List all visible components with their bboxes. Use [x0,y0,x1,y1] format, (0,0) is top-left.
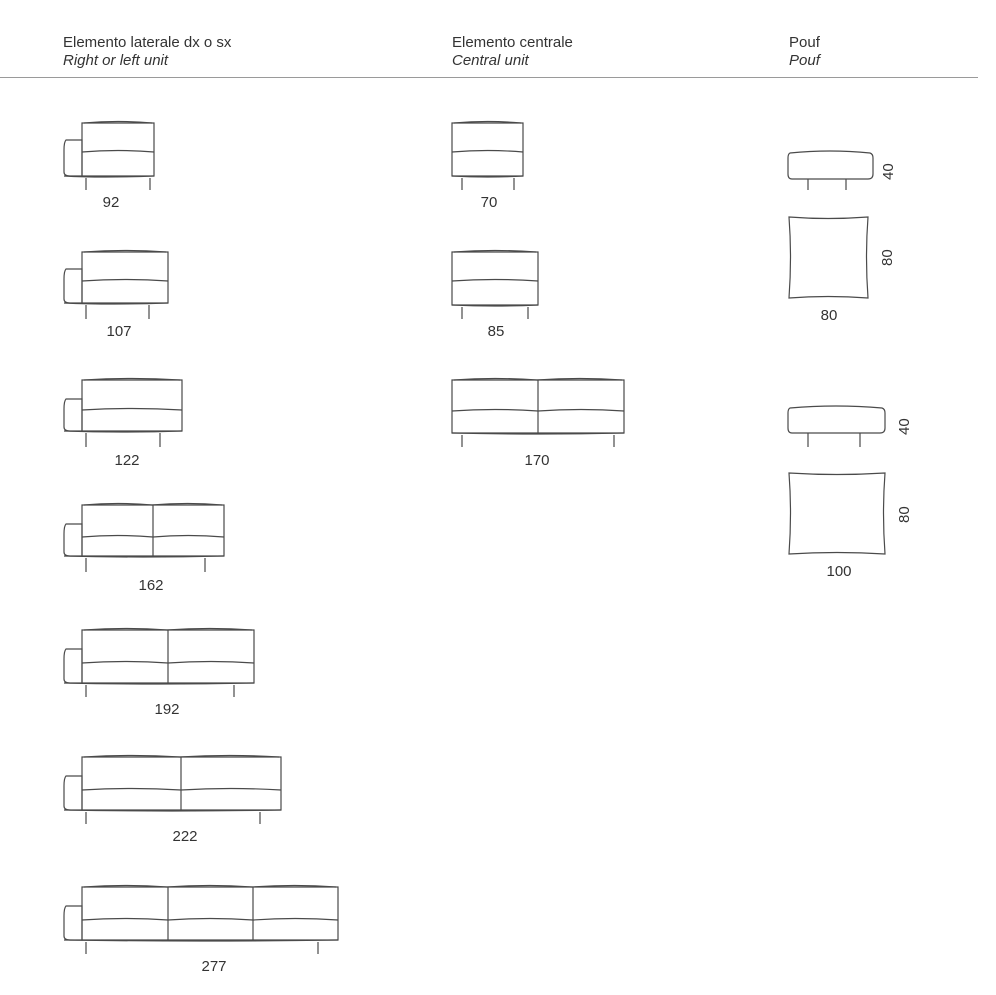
pouf-100-width: 100 [826,563,852,580]
side-unit-122-width: 122 [114,452,140,469]
side-unit-277-drawing [62,884,342,956]
side-unit-222-drawing [62,754,284,826]
side-unit-107-width: 107 [106,323,132,340]
header-right-title: Pouf [789,34,820,51]
central-unit-85-width: 85 [487,323,505,340]
side-unit-122-drawing [62,377,186,449]
side-unit-92-drawing [62,120,157,192]
header-left-subtitle: Right or left unit [63,52,169,69]
header-central-unit [452,34,573,70]
pouf-80-depth: 80 [879,249,896,266]
pouf-100-depth: 80 [896,506,913,523]
side-unit-162-width: 162 [138,577,164,594]
header-center-title: Elemento centrale [452,34,573,51]
pouf-100-height: 40 [896,418,913,435]
central-unit-85-drawing [450,249,542,321]
header-divider [0,77,978,78]
header-right-subtitle: Pouf [789,52,820,69]
side-unit-92-width: 92 [102,194,120,211]
central-unit-70-drawing [450,120,526,192]
side-unit-192-width: 192 [154,701,180,718]
pouf-80-side-view [786,150,876,192]
central-unit-170-drawing [450,377,628,449]
header-pouf [789,34,820,70]
pouf-100-side-view [786,405,888,449]
side-unit-192-drawing [62,627,258,699]
header-left-title: Elemento laterale dx o sx [63,34,232,51]
header-center-subtitle: Central unit [452,52,529,69]
pouf-100-top-view [786,470,890,558]
side-unit-107-drawing [62,249,172,321]
pouf-80-height: 40 [880,163,897,180]
side-unit-277-width: 277 [201,958,227,975]
pouf-80-width: 80 [820,307,838,324]
side-unit-162-drawing [62,502,228,574]
side-unit-222-width: 222 [172,828,198,845]
header-left-unit [63,34,231,70]
central-unit-170-width: 170 [524,452,550,469]
pouf-80-top-view [786,214,872,302]
central-unit-70-width: 70 [480,194,498,211]
